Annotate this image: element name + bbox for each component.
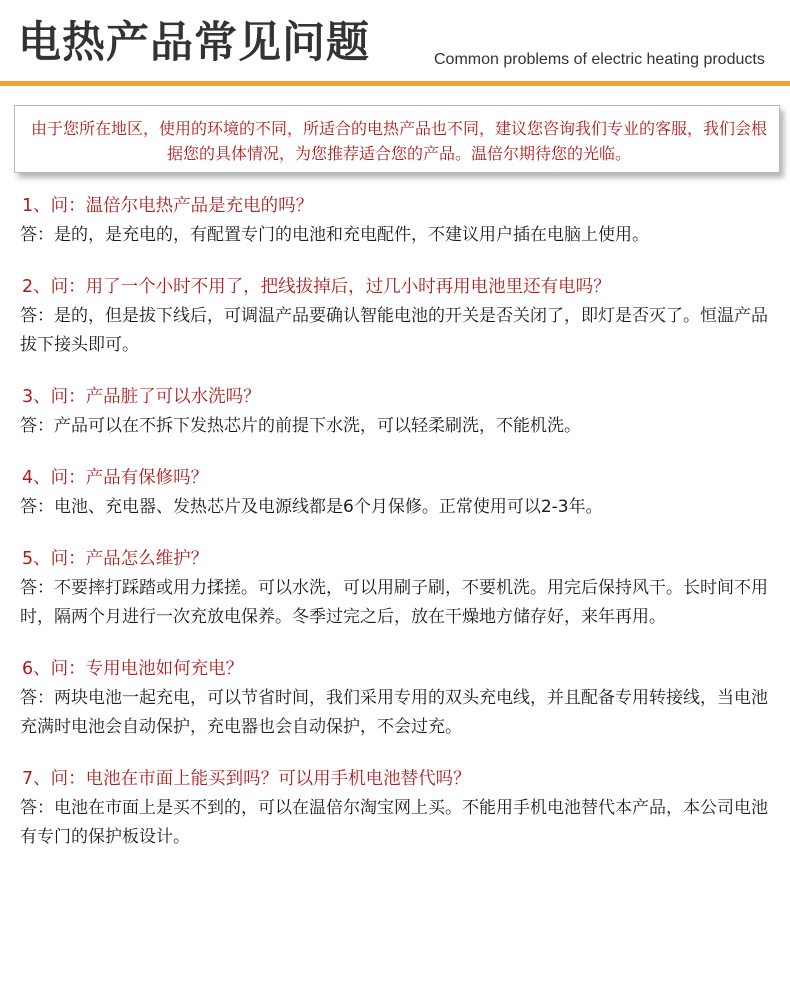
faq-answer: 答：电池在市面上是买不到的，可以在温倍尔淘宝网上买。不能用手机电池替代本产品，本公司电池有专门的保护板设计。 — [20, 798, 768, 847]
page-header — [0, 0, 790, 86]
faq-answer: 答：产品可以在不拆下发热芯片的前提下水洗，可以轻柔刷洗，不能机洗。 — [20, 416, 581, 436]
faq-answer: 答：电池、充电器、发热芯片及电源线都是6个月保修。正常使用可以2-3年。 — [20, 497, 603, 517]
faq-item — [0, 765, 790, 852]
faq-list — [0, 192, 790, 875]
faq-answer: 答：不要摔打踩踏或用力揉搓。可以水洗，可以用刷子刷，不要机洗。用完后保持风干。长时间不用时，隔两个月进行一次充放电保养。冬季过完之后，放在干燥地方储存好，来年再用。 — [20, 578, 768, 627]
faq-item — [0, 383, 790, 441]
page-subtitle: Common problems of electric heating products — [434, 51, 765, 68]
faq-question: 6、问：专用电池如何充电？ — [22, 659, 244, 679]
header-divider — [0, 81, 790, 86]
page-title: 电热产品常见问题 — [18, 18, 370, 68]
faq-item — [0, 545, 790, 632]
faq-item — [0, 273, 790, 360]
faq-question: 4、问：产品有保修吗？ — [22, 468, 209, 488]
faq-item — [0, 464, 790, 522]
faq-answer: 答：是的，但是拔下线后，可调温产品要确认智能电池的开关是否关闭了，即灯是否灭了。恒温产品拔下接头即可。 — [20, 306, 768, 355]
notice-text: 由于您所在地区，使用的环境的不同，所适合的电热产品也不同，建议您咨询我们专业的客服，我们会根据您的具体情况，为您推荐适合您的产品。温倍尔期待您的光临。 — [30, 119, 767, 163]
faq-answer: 答：两块电池一起充电，可以节省时间，我们采用专用的双头充电线，并且配备专用转接线，当电池充满时电池会自动保护，充电器也会自动保护，不会过充。 — [20, 688, 768, 737]
faq-question: 1、问：温倍尔电热产品是充电的吗？ — [22, 196, 314, 216]
faq-question: 3、问：产品脏了可以水洗吗？ — [22, 387, 261, 407]
notice-box — [14, 105, 780, 173]
faq-question: 2、问：用了一个小时不用了，把线拔掉后，过几小时再用电池里还有电吗？ — [22, 277, 611, 297]
faq-answer: 答：是的，是充电的，有配置专门的电池和充电配件，不建议用户插在电脑上使用。 — [20, 225, 649, 245]
faq-question: 5、问：产品怎么维护？ — [22, 549, 209, 569]
faq-question: 7、问：电池在市面上能买到吗？可以用手机电池替代吗？ — [22, 769, 471, 789]
faq-item — [0, 192, 790, 250]
faq-item — [0, 655, 790, 742]
